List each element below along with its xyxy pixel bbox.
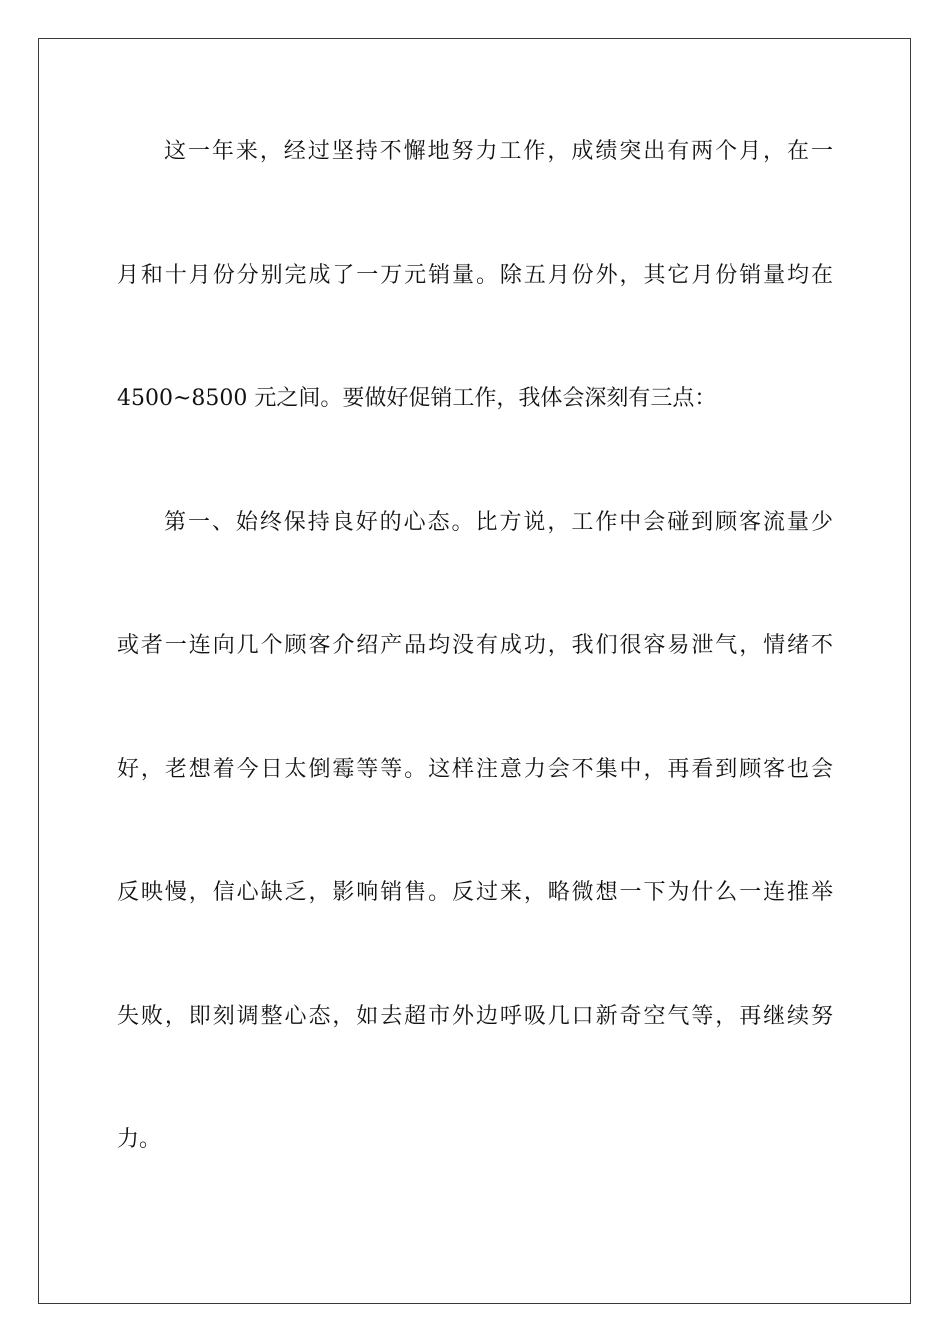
paragraph-line: 反映慢，信心缺乏，影响销售。反过来，略微想一下为什么一连推举 xyxy=(117,880,833,905)
paragraph-line: 力。 xyxy=(117,1127,162,1152)
paragraph-line: 这一年来，经过坚持不懈地努力工作，成绩突出有两个月，在一 xyxy=(164,139,833,164)
paragraph-line: 或者一连向几个顾客介绍产品均没有成功，我们很容易泄气，情绪不 xyxy=(117,633,833,658)
paragraph-line: 好，老想着今日太倒霉等等。这样注意力会不集中，再看到顾客也会 xyxy=(117,757,833,782)
paragraph-line: 失败，即刻调整心态，如去超市外边呼吸几口新奇空气等，再继续努 xyxy=(117,1004,833,1029)
paragraph-line: 第一、始终保持良好的心态。比方说，工作中会碰到顾客流量少 xyxy=(164,510,833,535)
paragraph-line: 4500~8500 元之间。要做好促销工作，我体会深刻有三点： xyxy=(117,386,717,411)
paragraph-line: 月和十月份分别完成了一万元销量。除五月份外，其它月份销量均在 xyxy=(117,263,833,288)
page-frame xyxy=(38,38,911,1304)
